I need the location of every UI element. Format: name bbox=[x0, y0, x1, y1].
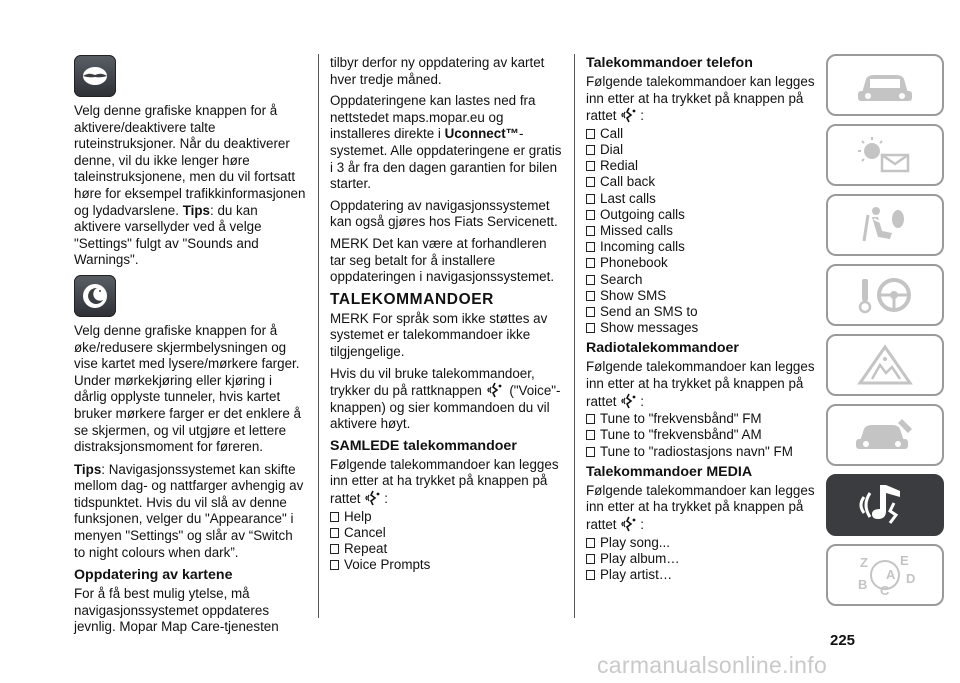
car-dashboard-icon bbox=[850, 63, 920, 107]
list-item: Last calls bbox=[586, 191, 818, 207]
list-item: Show SMS bbox=[586, 288, 818, 304]
list-item: Tune to "radiostasjons navn" FM bbox=[586, 444, 818, 460]
column-1 bbox=[74, 55, 306, 642]
checkbox-icon bbox=[586, 307, 595, 317]
watermark: carmanualsonline.info bbox=[597, 652, 828, 678]
svg-text:C: C bbox=[880, 583, 890, 597]
svg-text:D: D bbox=[906, 571, 916, 586]
service-text: Oppdatering av navigasjonssystemet kan også gjøres hos Fiats Servicenett. bbox=[330, 197, 558, 230]
dealer-note: MERK Det kan være at forhandleren tar seg betalt for å installere oppdateringen i navigasjonssystemet. bbox=[330, 235, 555, 285]
road-emergency-icon bbox=[850, 343, 920, 387]
checkbox-icon bbox=[586, 323, 595, 333]
checkbox-icon bbox=[586, 447, 595, 457]
list-item: Play artist… bbox=[586, 567, 818, 583]
key-steering-wheel-icon bbox=[850, 273, 920, 317]
voice-command-icon bbox=[621, 393, 639, 409]
radio-intro: Følgende talekommandoer kan legges inn etter at ha trykket på knappen på rattet : bbox=[586, 359, 815, 409]
warning-lights-icon bbox=[850, 133, 920, 177]
svg-text:A: A bbox=[886, 567, 896, 582]
tab-multimedia[interactable] bbox=[826, 474, 944, 536]
heading-phone-commands: Talekommandoer telefon bbox=[586, 55, 753, 71]
checkbox-icon bbox=[586, 145, 595, 155]
checkbox-icon bbox=[586, 554, 595, 564]
language-note: MERK For språk som ikke støttes av systemet er talekommandoer ikke tilgjengelige. bbox=[330, 310, 548, 359]
list-item: Search bbox=[586, 272, 818, 288]
checkbox-icon bbox=[586, 210, 595, 220]
multimedia-icon bbox=[850, 481, 920, 529]
voice-command-icon bbox=[621, 516, 639, 532]
list-item: Help bbox=[330, 509, 564, 525]
voice-command-icon bbox=[365, 490, 383, 506]
map-updates-cont: tilbyr derfor ny oppdatering av kartet hver tredje måned. bbox=[330, 55, 545, 87]
heading-media-commands: Talekommandoer MEDIA bbox=[586, 463, 753, 480]
list-item: Cancel bbox=[330, 525, 564, 541]
airbag-seat-icon bbox=[850, 203, 920, 247]
checkbox-icon bbox=[586, 291, 595, 301]
checkbox-icon bbox=[330, 528, 339, 538]
list-item: Play song... bbox=[586, 535, 818, 551]
tab-airbag-seat[interactable] bbox=[826, 194, 944, 256]
voice-command-icon bbox=[487, 382, 505, 398]
chapter-tabs bbox=[826, 54, 950, 614]
list-item: Play album… bbox=[586, 551, 818, 567]
moon-icon bbox=[74, 275, 116, 317]
tab-car-maintenance[interactable] bbox=[826, 404, 944, 466]
checkbox-icon bbox=[586, 161, 595, 171]
column-divider bbox=[318, 54, 319, 618]
page-number: 225 bbox=[830, 632, 856, 649]
tab-key-steering-wheel[interactable] bbox=[826, 264, 944, 326]
voice-usage-text: Hvis du vil bruke talekommandoer, trykker du på rattknappen ("Voice"-knappen) og sier kommandoen du vil aktivere høyt. bbox=[330, 365, 561, 432]
night-mode-tips: Tips: Navigasjonssystemet kan skifte mellom dag- og nattfarger avhengig av tidspunktet. Hvis du vil slå av denne funksjonen, velger du "Appearance" i menyen "Settings" og slår av “Switch to night colours when dark”. bbox=[74, 461, 304, 560]
tab-index[interactable] bbox=[826, 544, 944, 606]
tab-road-emergency[interactable] bbox=[826, 334, 944, 396]
phone-intro: Følgende talekommandoer kan legges inn etter at ha trykket på knappen på rattet : bbox=[586, 74, 815, 124]
checkbox-icon bbox=[586, 275, 595, 285]
checkbox-icon bbox=[586, 242, 595, 252]
checkbox-icon bbox=[330, 512, 339, 522]
heading-common-commands: SAMLEDE talekommandoer bbox=[330, 437, 517, 454]
svg-text:Z: Z bbox=[860, 555, 868, 570]
list-item: Incoming calls bbox=[586, 239, 818, 255]
list-item: Call bbox=[586, 126, 818, 142]
index-letters-icon bbox=[850, 553, 920, 597]
list-item: Call back bbox=[586, 174, 818, 190]
tab-car-dashboard[interactable] bbox=[826, 54, 944, 116]
list-item: Missed calls bbox=[586, 223, 818, 239]
lips-icon bbox=[74, 55, 116, 97]
tab-warning-lights[interactable] bbox=[826, 124, 944, 186]
list-item: Show messages bbox=[586, 320, 818, 336]
list-item: Tune to "frekvensbånd" AM bbox=[586, 427, 818, 443]
checkbox-icon bbox=[586, 430, 595, 440]
common-commands-list bbox=[330, 509, 564, 574]
voice-command-icon bbox=[621, 107, 639, 123]
column-3 bbox=[586, 55, 818, 583]
checkbox-icon bbox=[586, 177, 595, 187]
checkbox-icon bbox=[330, 560, 339, 570]
list-item: Tune to "frekvensbånd" FM bbox=[586, 411, 818, 427]
map-updates-text: For å få best mulig ytelse, må navigasjonssystemet oppdateres jevnlig. Mopar Map Care-tjenesten bbox=[74, 586, 279, 635]
list-item: Phonebook bbox=[586, 255, 818, 271]
phone-commands-list bbox=[586, 126, 818, 337]
heading-voice-commands: TALEKOMMANDOER bbox=[330, 290, 494, 308]
checkbox-icon bbox=[330, 544, 339, 554]
list-item: Send an SMS to bbox=[586, 304, 818, 320]
checkbox-icon bbox=[586, 194, 595, 204]
heading-map-updates: Oppdatering av kartene bbox=[74, 567, 233, 584]
media-commands-list bbox=[586, 535, 818, 584]
svg-text:E: E bbox=[900, 553, 909, 568]
column-divider bbox=[574, 54, 575, 618]
uconnect-text: Oppdateringene kan lastes ned fra nettstedet maps.mopar.eu og installeres direkte i Uconnect™-systemet. Alle oppdateringene er gratis i 3 år fra den dagen garantien for bilen starter. bbox=[330, 93, 562, 192]
radio-commands-list bbox=[586, 411, 818, 460]
checkbox-icon bbox=[586, 570, 595, 580]
media-intro: Følgende talekommandoer kan legges inn etter at ha trykket på knappen på rattet : bbox=[586, 482, 815, 532]
checkbox-icon bbox=[586, 538, 595, 548]
list-item: Outgoing calls bbox=[586, 207, 818, 223]
list-item: Dial bbox=[586, 142, 818, 158]
voice-guidance-text: Velg denne grafiske knappen for å aktivere/deaktivere talte ruteinstruksjoner. Når du deaktiverer denne, vil du ikke lenger høre taleinstruksjonene, men du vil fortsatt høre for eksempel trafikkinformasjonen og lydadvarslene. Tips: du kan aktivere varsellyder ved å velge "Settings" fulgt av "Sounds and Warnings". bbox=[74, 103, 306, 268]
heading-radio-commands: Radiotalekommandoer bbox=[586, 340, 739, 357]
svg-text:B: B bbox=[858, 577, 868, 592]
night-mode-text: Velg denne grafiske knappen for å øke/redusere skjermbelysningen og vise kartet med lysere/mørkere farger. Under mørkekjøring eller kjøring i dårlig opplyste tunneler, hvis kartet bruker mørkere farger er det enklere å se skjermen, og vil utgjøre et lettere distraksjonsmoment for føreren. bbox=[74, 322, 301, 455]
car-maintenance-icon bbox=[850, 413, 920, 457]
checkbox-icon bbox=[586, 226, 595, 236]
checkbox-icon bbox=[586, 129, 595, 139]
checkbox-icon bbox=[586, 258, 595, 268]
list-item: Redial bbox=[586, 158, 818, 174]
column-2 bbox=[330, 55, 564, 573]
list-item: Repeat bbox=[330, 541, 564, 557]
list-item: Voice Prompts bbox=[330, 557, 564, 573]
common-intro: Følgende talekommandoer kan legges inn etter at ha trykket på knappen på rattet : bbox=[330, 456, 559, 507]
checkbox-icon bbox=[586, 414, 595, 424]
